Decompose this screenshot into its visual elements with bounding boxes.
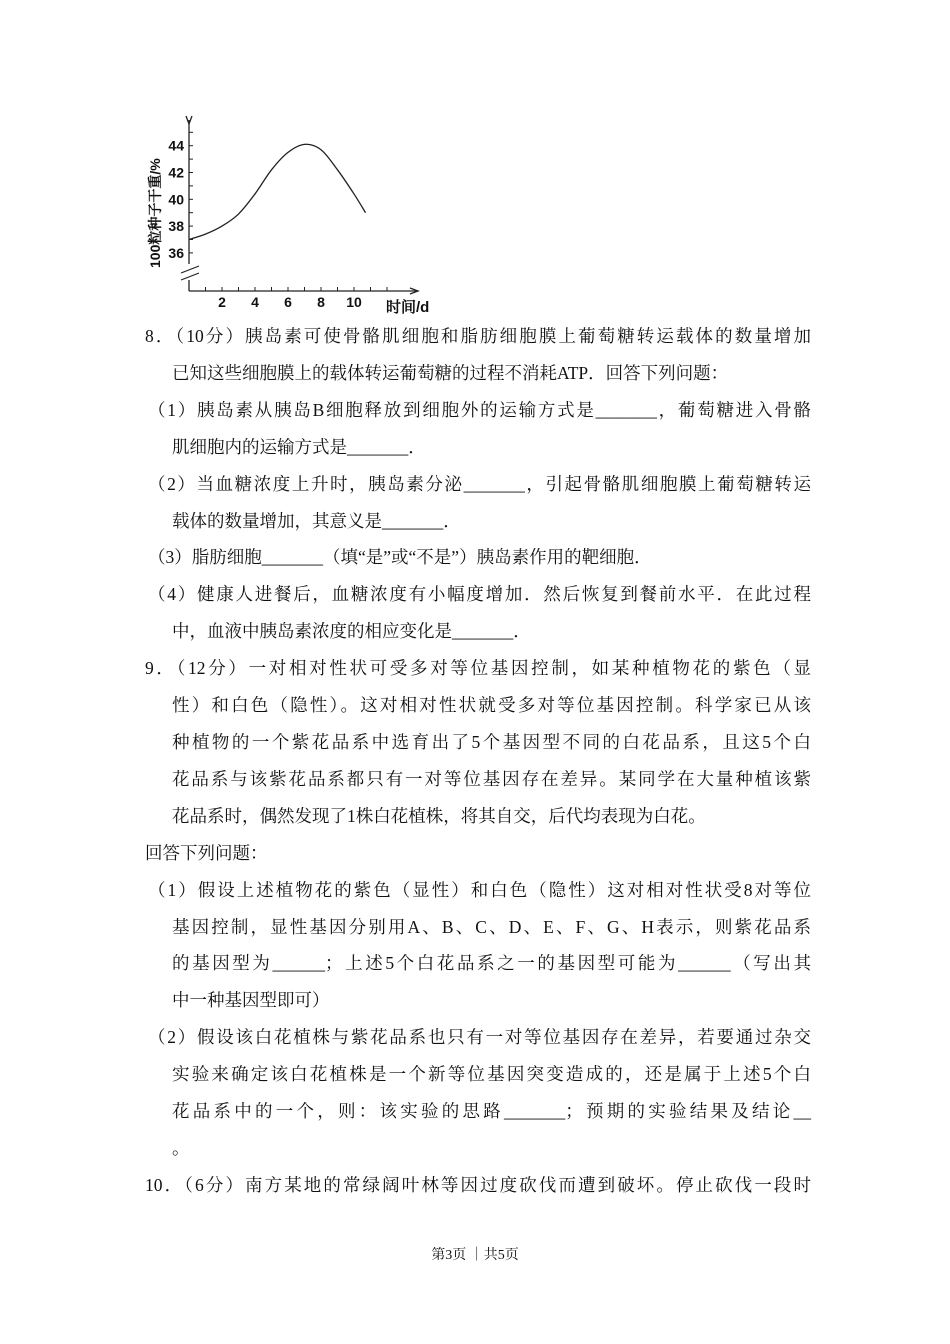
question-block <box>145 392 811 466</box>
x-tick-label: 10 <box>346 294 362 310</box>
text-line: 。 <box>172 1137 190 1158</box>
x-tick-label: 2 <box>218 294 226 310</box>
text-line: 已知这些细胞膜上的载体转运葡萄糖的过程不消耗ATP．回答下列问题： <box>172 362 729 383</box>
text-line: （1）胰岛素从胰岛B细胞释放到细胞外的运输方式是_______，葡萄糖进入骨骼 <box>148 399 811 420</box>
text-line: 性）和白色（隐性）。这对相对性状就受多对等位基因控制。科学家已从该 <box>172 695 811 716</box>
question-block <box>145 650 811 835</box>
question-block <box>145 466 811 540</box>
text-line: 基因控制，显性基因分别用A、B、C、D、E、F、G、H表示，则紫花品系 <box>172 916 811 937</box>
y-tick-label: 36 <box>168 244 184 261</box>
question-block <box>145 872 811 1020</box>
question-block <box>145 835 811 872</box>
y-tick-label: 38 <box>168 218 184 235</box>
text-line: （1）假设上述植物花的紫色（显性）和白色（隐性）这对相对性状受8对等位 <box>148 879 811 900</box>
text-line: 9．（12分）一对相对性状可受多对等位基因控制，如某种植物花的紫色（显 <box>145 658 811 679</box>
series-line-seed-weight <box>189 144 366 239</box>
text-line: （2）假设该白花植株与紫花品系也只有一对等位基因存在差异，若要通过杂交 <box>148 1027 811 1048</box>
text-line: （3）脂肪细胞_______（填“是”或“不是”）胰岛素作用的靶细胞． <box>148 547 652 568</box>
text-line: 回答下列问题： <box>145 842 268 863</box>
y-axis-label: 100粒种子干重/% <box>147 158 163 268</box>
chart-ticks <box>168 132 387 310</box>
seed-weight-chart <box>0 0 950 318</box>
question-block <box>145 1019 811 1167</box>
text-line: 花品系时，偶然发现了1株白花植株，将其自交，后代均表现为白花。 <box>172 805 706 826</box>
text-line: 中，血液中胰岛素浓度的相应变化是_______． <box>172 621 531 642</box>
question-block <box>145 539 811 576</box>
text-line: 载体的数量增加，其意义是_______． <box>172 510 461 531</box>
x-tick-label: 8 <box>317 294 325 310</box>
question-block <box>145 1167 811 1204</box>
text-line: 花品系与该紫花品系都只有一对等位基因存在差异。某同学在大量种植该紫 <box>172 768 811 789</box>
axis-break-mark <box>181 273 199 280</box>
text-line: 的基因型为______；上述5个白花品系之一的基因型可能为______（写出其 <box>172 953 811 974</box>
page-footer: 第3页 ｜共5页 <box>431 1248 519 1263</box>
text-line: 种植物的一个紫花品系中选育出了5个基因型不同的白花品系，且这5个白 <box>172 731 811 752</box>
text-line: 中一种基因型即可） <box>172 990 330 1011</box>
y-tick-label: 44 <box>168 137 184 154</box>
text-line: （4）健康人进餐后，血糖浓度有小幅度增加．然后恢复到餐前水平．在此过程 <box>148 584 811 605</box>
question-content <box>145 318 811 1204</box>
text-line: 花品系中的一个，则：该实验的思路_______；预期的实验结果及结论__ <box>172 1101 811 1122</box>
y-tick-label: 40 <box>168 191 184 208</box>
y-tick-label: 42 <box>168 164 184 181</box>
x-tick-label: 4 <box>251 294 259 310</box>
question-block <box>145 576 811 650</box>
chart-axes <box>181 116 418 294</box>
text-line: （2）当血糖浓度上升时，胰岛素分泌_______，引起骨骼肌细胞膜上葡萄糖转运 <box>148 473 811 494</box>
text-line: 10．（6分）南方某地的常绿阔叶林等因过度砍伐而遭到破坏。停止砍伐一段时 <box>145 1174 811 1195</box>
question-block <box>145 318 811 392</box>
text-line: 肌细胞内的运输方式是_______． <box>172 436 426 457</box>
axis-break-mark <box>181 266 199 273</box>
text-line: 实验来确定该白花植株是一个新等位基因突变造成的，还是属于上述5个白 <box>172 1064 811 1085</box>
x-axis-label: 时间/d <box>386 299 430 316</box>
text-line: 8．（10分）胰岛素可使骨骼肌细胞和脂肪细胞膜上葡萄糖转运载体的数量增加 <box>145 326 811 346</box>
x-tick-label: 6 <box>284 294 292 310</box>
